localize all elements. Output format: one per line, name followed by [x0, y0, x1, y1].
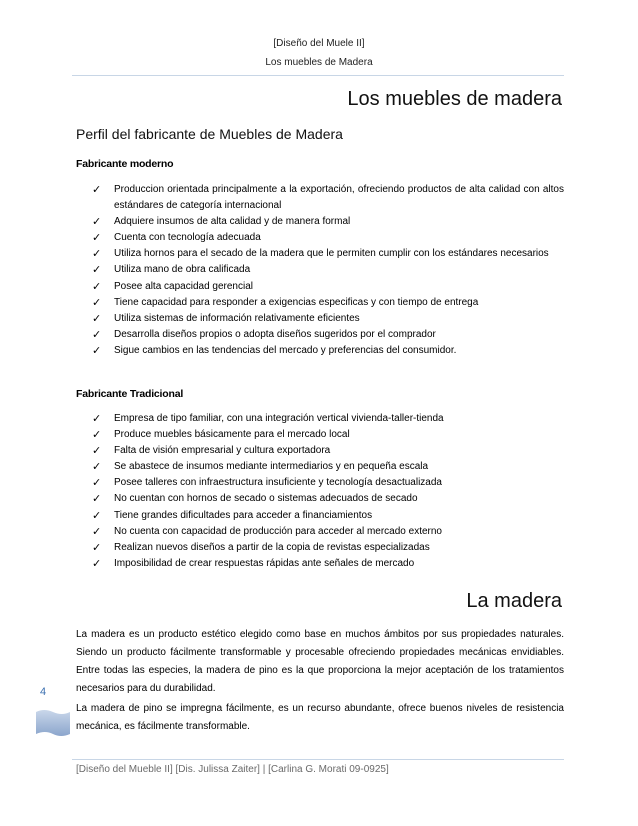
- checkmark-icon: ✓: [92, 461, 102, 474]
- list-item: [76, 491, 564, 507]
- list-item: [76, 508, 564, 524]
- checkmark-icon: ✓: [92, 248, 102, 261]
- checkmark-icon: ✓: [92, 344, 102, 357]
- list-item: [76, 343, 564, 359]
- checkmark-icon: ✓: [92, 429, 102, 442]
- page-tab-graphic: [36, 708, 70, 738]
- list-item: [76, 524, 564, 540]
- footer-divider: [72, 759, 564, 760]
- list-item-text: Imposibilidad de crear respuestas rápidas ante señales de mercado: [114, 557, 415, 569]
- list-item-text: Utiliza hornos para el secado de la madera que le permiten cumplir con los estándares necesarios: [114, 248, 549, 260]
- list-item: [76, 327, 564, 343]
- section-heading-madera: La madera: [466, 590, 562, 612]
- list-item-text: Falta de visión empresarial y cultura exportadora: [114, 445, 331, 457]
- list-item: [76, 311, 564, 327]
- checkmark-icon: ✓: [92, 216, 102, 229]
- list-item: [76, 427, 564, 443]
- list-item-text: Tiene grandes dificultades para acceder a financiamientos: [114, 509, 373, 521]
- checkmark-icon: ✓: [92, 541, 102, 554]
- header-divider: [72, 75, 564, 76]
- modern-manufacturer-list: [76, 182, 564, 359]
- checkmark-icon: ✓: [92, 477, 102, 490]
- group-heading-traditional: Fabricante Tradicional: [76, 388, 184, 400]
- checkmark-icon: ✓: [92, 445, 102, 458]
- list-item: [76, 411, 564, 427]
- paragraph: La madera de pino se impregna fácilmente, es un recurso abundante, ofrece buenos niveles de resistencia mecánica, es fácilmente transformable.: [76, 703, 564, 732]
- checkmark-icon: ✓: [92, 296, 102, 309]
- running-footer: [Diseño del Mueble II] [Dis. Julissa Zaiter] | [Carlina G. Morati 09-0925]: [76, 764, 389, 775]
- list-item: [76, 230, 564, 246]
- list-item-text: Empresa de tipo familiar, con una integración vertical vivienda-taller-tienda: [114, 413, 444, 424]
- group-heading-modern: Fabricante moderno: [76, 158, 174, 170]
- list-item: [76, 262, 564, 278]
- list-item-text: Se abastece de insumos mediante intermediarios y en pequeña escala: [114, 461, 429, 473]
- subsection-heading: Perfil del fabricante de Muebles de Madera: [76, 126, 343, 142]
- list-item-text: Tiene capacidad para responder a exigencias especificas y con tiempo de entrega: [114, 296, 479, 308]
- list-item-text: Posee alta capacidad gerencial: [114, 280, 253, 292]
- list-item: [76, 459, 564, 475]
- list-item-text: Produccion orientada principalmente a la exportación, ofreciendo productos de alta calidad con altos estándares de categoría internacional: [114, 184, 564, 212]
- checkmark-icon: ✓: [92, 557, 102, 570]
- list-item: [76, 182, 564, 214]
- checkmark-icon: ✓: [92, 280, 102, 293]
- list-item: [76, 295, 564, 311]
- list-item-text: Utiliza sistemas de información relativamente eficientes: [114, 312, 360, 324]
- list-item-text: No cuenta con capacidad de producción para acceder al mercado externo: [114, 525, 442, 537]
- checkmark-icon: ✓: [92, 312, 102, 325]
- traditional-manufacturer-list: [76, 411, 564, 572]
- list-item-text: Utiliza mano de obra calificada: [114, 264, 251, 276]
- checkmark-icon: ✓: [92, 413, 102, 425]
- list-item-text: Produce muebles básicamente para el mercado local: [114, 429, 350, 441]
- checkmark-icon: ✓: [92, 232, 102, 245]
- list-item: [76, 475, 564, 491]
- list-item: [76, 246, 564, 262]
- page-number: 4: [40, 686, 47, 698]
- checkmark-icon: ✓: [92, 493, 102, 506]
- list-item: [76, 540, 564, 556]
- checkmark-icon: ✓: [92, 264, 102, 277]
- list-item: [76, 443, 564, 459]
- list-item: [76, 279, 564, 295]
- list-item-text: Sigue cambios en las tendencias del mercado y preferencias del consumidor.: [114, 344, 457, 356]
- checkmark-icon: ✓: [92, 328, 102, 341]
- paragraph: La madera es un producto estético elegido como base en muchos ámbitos por sus propiedades naturales. Siendo un producto fácilmente transformable y procesable ofreciendo propiedades mecánicas envidiables. Entre todas las especies, la madera de pino es la que proporciona la mejor aceptación de los tratamientos necesarios para du durabilidad.: [76, 629, 564, 694]
- running-header-subtitle: Los muebles de Madera: [265, 57, 373, 68]
- list-item-text: Cuenta con tecnología adecuada: [114, 232, 261, 244]
- section-heading: Los muebles de madera: [347, 88, 562, 110]
- checkmark-icon: ✓: [92, 509, 102, 522]
- list-item-text: Realizan nuevos diseños a partir de la copia de revistas especializadas: [114, 541, 430, 553]
- list-item-text: Posee talleres con infraestructura insuficiente y tecnología desactualizada: [114, 477, 442, 489]
- list-item: [76, 214, 564, 230]
- checkmark-icon: ✓: [92, 525, 102, 538]
- checkmark-icon: ✓: [92, 184, 102, 196]
- list-item-text: Desarrolla diseños propios o adopta diseños sugeridos por el comprador: [114, 328, 436, 340]
- running-header-title: [Diseño del Muele II]: [273, 38, 365, 49]
- list-item: [76, 556, 564, 572]
- list-item-text: No cuentan con hornos de secado o sistemas adecuados de secado: [114, 493, 418, 505]
- list-item-text: Adquiere insumos de alta calidad y de manera formal: [114, 216, 351, 228]
